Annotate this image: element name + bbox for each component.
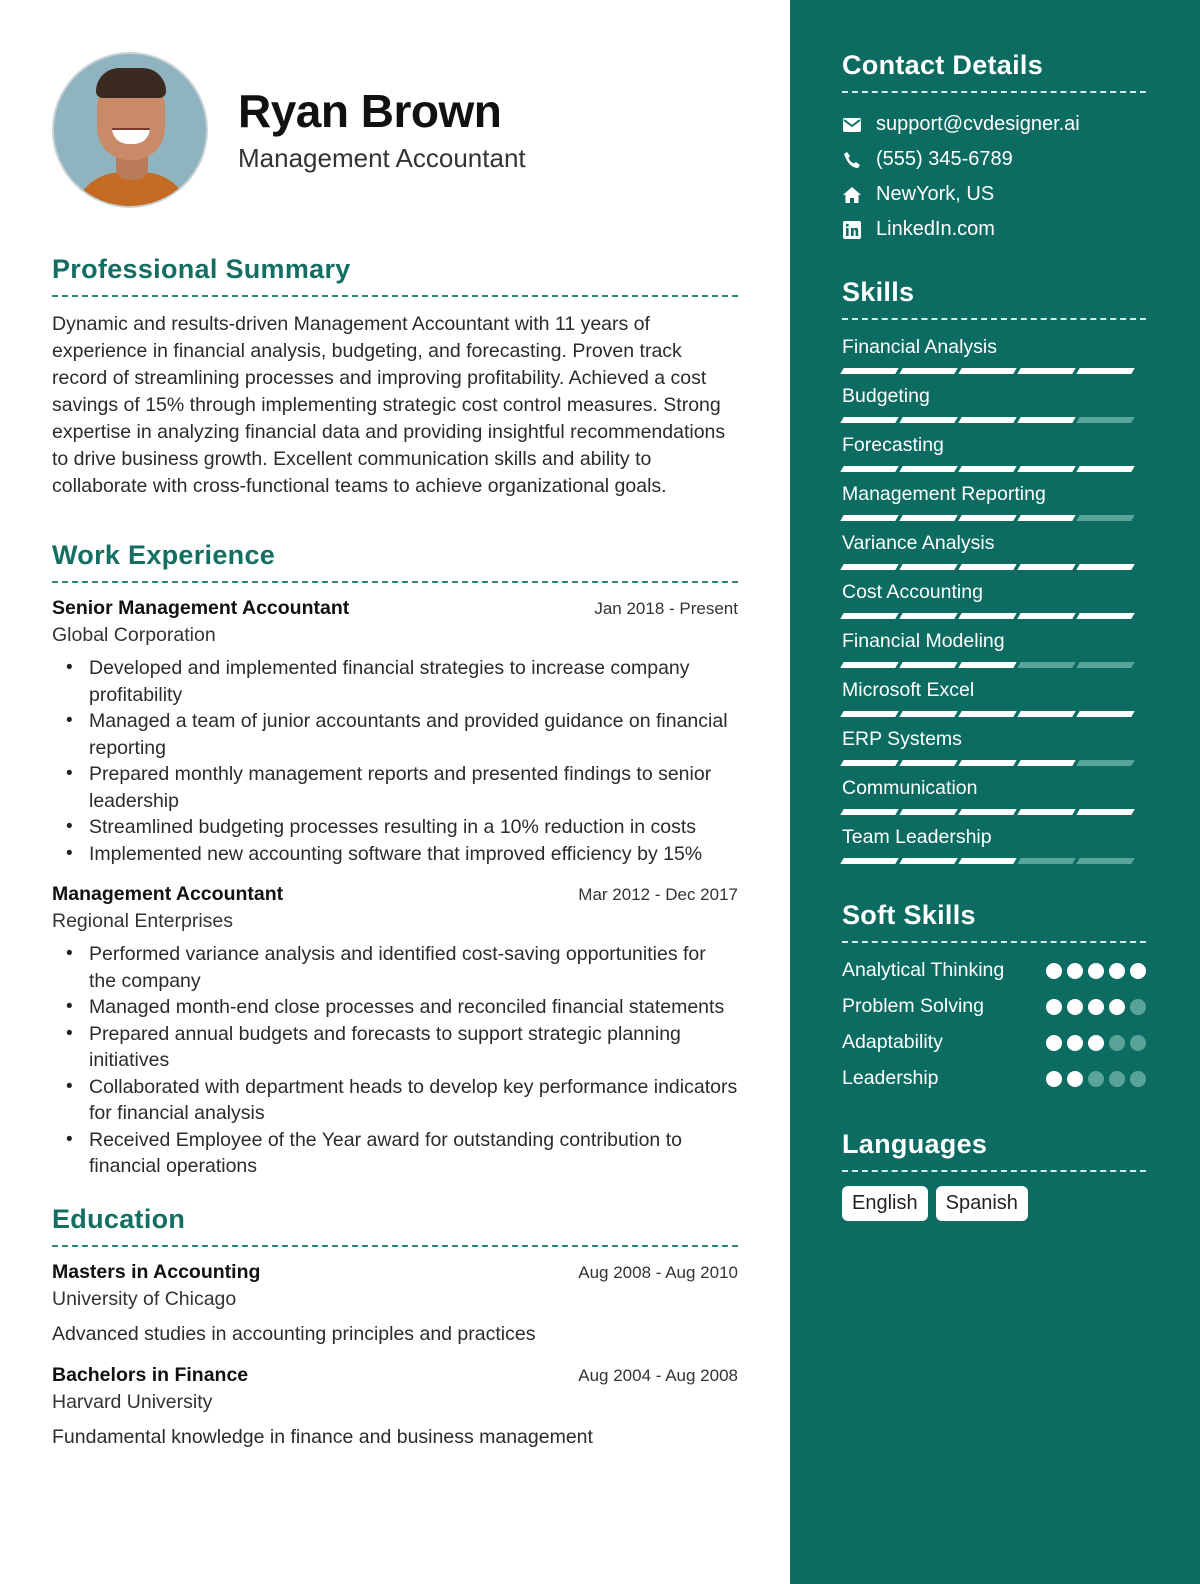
soft-skill-item — [842, 993, 1146, 1019]
rating-dot — [1109, 1035, 1125, 1051]
skill-rating-bar — [842, 466, 1146, 472]
skill-rating-bar — [842, 417, 1146, 423]
skill-rating-segment — [840, 466, 898, 472]
skill-rating-segment — [899, 613, 957, 619]
skill-list — [842, 334, 1146, 864]
soft-skill-name: Leadership — [842, 1067, 939, 1089]
skill-rating-segment — [958, 711, 1016, 717]
soft-skill-rating — [1046, 963, 1146, 979]
summary-text: Dynamic and results-driven Management Accountant with 11 years of experience in financial analysis, budgeting, and forecasting. Proven track record of streamlining processes and improving profitability. Achieved a cost savings of 15% through implementing strategic cost control measures. Strong expertise in analyzing financial data and providing insightful recommendations to drive business growth. Excellent communication skills and ability to collaborate with cross-functional teams to achieve organizational goals. — [52, 313, 726, 497]
skill-rating-segment — [1076, 515, 1134, 521]
avatar — [52, 52, 208, 208]
skill-rating-segment — [899, 711, 957, 717]
skill-rating-segment — [840, 760, 898, 766]
skill-rating-segment — [899, 466, 957, 472]
skill-rating-segment — [1017, 809, 1075, 815]
education-header — [52, 1364, 738, 1387]
rating-dot — [1109, 999, 1125, 1015]
bullet-item: • Prepared annual budgets and forecasts to support strategic planning initiatives — [52, 1021, 738, 1074]
skill-rating-bar — [842, 662, 1146, 668]
soft-skill-item — [842, 1065, 1146, 1091]
languages-section — [842, 1129, 1146, 1221]
skill-name: Microsoft Excel — [842, 679, 975, 701]
contact-text[interactable]: support@cvdesigner.ai — [876, 113, 1080, 135]
skill-rating-segment — [1017, 760, 1075, 766]
skill-rating-segment — [840, 515, 898, 521]
skill-rating-segment — [899, 564, 957, 570]
resume-header — [52, 52, 738, 208]
skills-divider — [842, 318, 1146, 320]
rating-dot — [1088, 963, 1104, 979]
skill-rating-bar — [842, 858, 1146, 864]
skill-rating-segment — [1076, 760, 1134, 766]
skill-rating-segment — [958, 564, 1016, 570]
education-heading: Education — [52, 1203, 186, 1234]
skill-rating-segment — [958, 760, 1016, 766]
skill-rating-segment — [958, 368, 1016, 374]
skill-rating-segment — [840, 368, 898, 374]
skill-name: Budgeting — [842, 385, 930, 407]
rating-dot — [1067, 963, 1083, 979]
skill-item — [842, 628, 1146, 668]
skill-rating-segment — [958, 662, 1016, 668]
skill-name: Financial Modeling — [842, 630, 1005, 652]
skill-rating-bar — [842, 564, 1146, 570]
job-list — [52, 597, 738, 1180]
rating-dot — [1046, 999, 1062, 1015]
rating-dot — [1046, 1071, 1062, 1087]
skill-rating-segment — [899, 417, 957, 423]
skill-rating-segment — [840, 613, 898, 619]
languages-heading: Languages — [842, 1129, 988, 1159]
skill-item — [842, 481, 1146, 521]
contact-item — [842, 212, 1146, 247]
soft-skill-name: Adaptability — [842, 1031, 943, 1053]
rating-dot — [1067, 1035, 1083, 1051]
contact-text[interactable]: LinkedIn.com — [876, 218, 995, 240]
skill-rating-segment — [840, 564, 898, 570]
skill-rating-bar — [842, 368, 1146, 374]
skill-rating-bar — [842, 760, 1146, 766]
skill-name: Financial Analysis — [842, 336, 997, 358]
job-company: Global Corporation — [52, 624, 216, 646]
job-entry — [52, 597, 738, 867]
skill-rating-segment — [840, 809, 898, 815]
contact-list — [842, 107, 1146, 247]
experience-section — [52, 540, 738, 1180]
soft-skill-name: Problem Solving — [842, 995, 984, 1017]
bullet-item: • Performed variance analysis and identified cost-saving opportunities for the company — [52, 941, 738, 994]
contact-text[interactable]: (555) 345-6789 — [876, 148, 1013, 170]
skill-rating-segment — [1017, 711, 1075, 717]
job-dates: Jan 2018 - Present — [594, 599, 738, 618]
skill-rating-segment — [1076, 466, 1134, 472]
skill-rating-segment — [1076, 368, 1134, 374]
skill-rating-segment — [840, 711, 898, 717]
skill-rating-segment — [840, 858, 898, 864]
skills-heading: Skills — [842, 277, 915, 307]
experience-divider — [52, 581, 738, 583]
skills-section — [842, 277, 1146, 864]
skill-name: Forecasting — [842, 434, 944, 456]
skill-rating-segment — [1017, 564, 1075, 570]
skill-rating-segment — [840, 662, 898, 668]
bullet-item: • Received Employee of the Year award for outstanding contribution to financial operations — [52, 1127, 738, 1180]
summary-divider — [52, 295, 738, 297]
education-header — [52, 1261, 738, 1284]
skill-item — [842, 383, 1146, 423]
education-list — [52, 1261, 738, 1449]
skill-name: Management Reporting — [842, 483, 1046, 505]
summary-section — [52, 254, 738, 500]
skill-rating-segment — [840, 417, 898, 423]
skill-rating-segment — [1017, 662, 1075, 668]
job-dates: Mar 2012 - Dec 2017 — [578, 885, 738, 904]
job-title: Senior Management Accountant — [52, 597, 350, 619]
skill-rating-segment — [1017, 858, 1075, 864]
skill-rating-segment — [1017, 466, 1075, 472]
skill-rating-segment — [899, 662, 957, 668]
soft-skill-item — [842, 1029, 1146, 1055]
rating-dot — [1109, 963, 1125, 979]
school-name: University of Chicago — [52, 1287, 237, 1310]
title-block — [238, 86, 526, 174]
soft-skills-heading: Soft Skills — [842, 900, 976, 930]
skill-rating-segment — [958, 809, 1016, 815]
job-bullets — [52, 941, 738, 1180]
degree-title: Masters in Accounting — [52, 1260, 261, 1283]
bullet-item: • Prepared monthly management reports and presented findings to senior leadership — [52, 761, 738, 814]
skill-rating-segment — [958, 613, 1016, 619]
skill-rating-segment — [958, 515, 1016, 521]
job-entry — [52, 883, 738, 1180]
skill-rating-segment — [1017, 613, 1075, 619]
degree-title: Bachelors in Finance — [52, 1363, 249, 1386]
contact-section — [842, 50, 1146, 247]
skill-rating-bar — [842, 809, 1146, 815]
soft-skill-list — [842, 957, 1146, 1091]
skill-rating-segment — [1017, 417, 1075, 423]
skill-rating-segment — [958, 858, 1016, 864]
skill-item — [842, 775, 1146, 815]
skill-rating-segment — [1076, 564, 1134, 570]
rating-dot — [1130, 1071, 1146, 1087]
skill-rating-segment — [899, 515, 957, 521]
soft-skills-divider — [842, 941, 1146, 943]
skill-rating-segment — [899, 368, 957, 374]
contact-divider — [842, 91, 1146, 93]
bullet-item: • Implemented new accounting software that improved efficiency by 15% — [52, 841, 738, 868]
languages-divider — [842, 1170, 1146, 1172]
skill-item — [842, 432, 1146, 472]
skill-rating-segment — [958, 466, 1016, 472]
skill-item — [842, 677, 1146, 717]
education-dates: Aug 2008 - Aug 2010 — [578, 1262, 738, 1282]
summary-heading: Professional Summary — [52, 254, 351, 284]
skill-rating-segment — [899, 760, 957, 766]
skill-rating-bar — [842, 711, 1146, 717]
rating-dot — [1067, 1071, 1083, 1087]
rating-dot — [1109, 1071, 1125, 1087]
skill-name: Cost Accounting — [842, 581, 983, 603]
bullet-item: • Managed a team of junior accountants and provided guidance on financial reporting — [52, 708, 738, 761]
candidate-role: Management Accountant — [238, 142, 526, 173]
skill-item — [842, 530, 1146, 570]
skill-name: Team Leadership — [842, 826, 992, 848]
school-name: Harvard University — [52, 1390, 213, 1413]
rating-dot — [1046, 963, 1062, 979]
skill-rating-segment — [1076, 809, 1134, 815]
job-title: Management Accountant — [52, 883, 284, 905]
education-description: Advanced studies in accounting principles and practices — [52, 1322, 536, 1345]
skill-name: ERP Systems — [842, 728, 962, 750]
skill-item — [842, 579, 1146, 619]
education-description: Fundamental knowledge in finance and business management — [52, 1425, 593, 1448]
skill-item — [842, 334, 1146, 374]
job-bullets — [52, 655, 738, 867]
rating-dot — [1130, 1035, 1146, 1051]
skill-rating-segment — [1017, 515, 1075, 521]
bullet-item: • Collaborated with department heads to develop key performance indicators for financial analysis — [52, 1074, 738, 1127]
linkedin-icon — [842, 220, 862, 240]
skill-rating-bar — [842, 613, 1146, 619]
sidebar — [790, 0, 1200, 1584]
education-divider — [52, 1245, 738, 1247]
education-entry — [52, 1364, 738, 1449]
rating-dot — [1088, 999, 1104, 1015]
soft-skill-rating — [1046, 1035, 1146, 1051]
contact-heading: Contact Details — [842, 50, 1044, 80]
contact-item — [842, 177, 1146, 212]
job-header — [52, 883, 738, 906]
skill-rating-segment — [1076, 662, 1134, 668]
skill-rating-segment — [1017, 368, 1075, 374]
skill-name: Variance Analysis — [842, 532, 995, 554]
skill-rating-segment — [899, 858, 957, 864]
envelope-icon — [842, 115, 862, 135]
bullet-item: • Developed and implemented financial strategies to increase company profitability — [52, 655, 738, 708]
skill-rating-segment — [1076, 613, 1134, 619]
bullet-item: • Streamlined budgeting processes resulting in a 10% reduction in costs — [52, 814, 738, 841]
experience-heading: Work Experience — [52, 540, 276, 570]
skill-rating-segment — [899, 809, 957, 815]
soft-skills-section — [842, 900, 1146, 1091]
language-list — [842, 1186, 1146, 1221]
phone-icon — [842, 150, 862, 170]
skill-item — [842, 824, 1146, 864]
education-dates: Aug 2004 - Aug 2008 — [578, 1365, 738, 1385]
bullet-item: • Managed month-end close processes and reconciled financial statements — [52, 994, 738, 1021]
skill-rating-segment — [1076, 858, 1134, 864]
candidate-name: Ryan Brown — [238, 85, 502, 138]
skill-rating-segment — [958, 417, 1016, 423]
soft-skill-name: Analytical Thinking — [842, 959, 1005, 981]
skill-rating-bar — [842, 515, 1146, 521]
soft-skill-rating — [1046, 999, 1146, 1015]
language-badge: Spanish — [936, 1186, 1028, 1221]
rating-dot — [1130, 999, 1146, 1015]
rating-dot — [1130, 963, 1146, 979]
education-entry — [52, 1261, 738, 1346]
contact-text[interactable]: NewYork, US — [876, 183, 995, 205]
soft-skill-rating — [1046, 1071, 1146, 1087]
contact-item — [842, 107, 1146, 142]
home-icon — [842, 185, 862, 205]
language-badge: English — [842, 1186, 928, 1221]
rating-dot — [1067, 999, 1083, 1015]
job-company: Regional Enterprises — [52, 910, 234, 932]
skill-rating-segment — [1076, 417, 1134, 423]
skill-rating-segment — [1076, 711, 1134, 717]
rating-dot — [1088, 1071, 1104, 1087]
skill-name: Communication — [842, 777, 978, 799]
skill-item — [842, 726, 1146, 766]
education-section — [52, 1204, 738, 1449]
contact-item — [842, 142, 1146, 177]
job-header — [52, 597, 738, 620]
rating-dot — [1046, 1035, 1062, 1051]
soft-skill-item — [842, 957, 1146, 983]
rating-dot — [1088, 1035, 1104, 1051]
